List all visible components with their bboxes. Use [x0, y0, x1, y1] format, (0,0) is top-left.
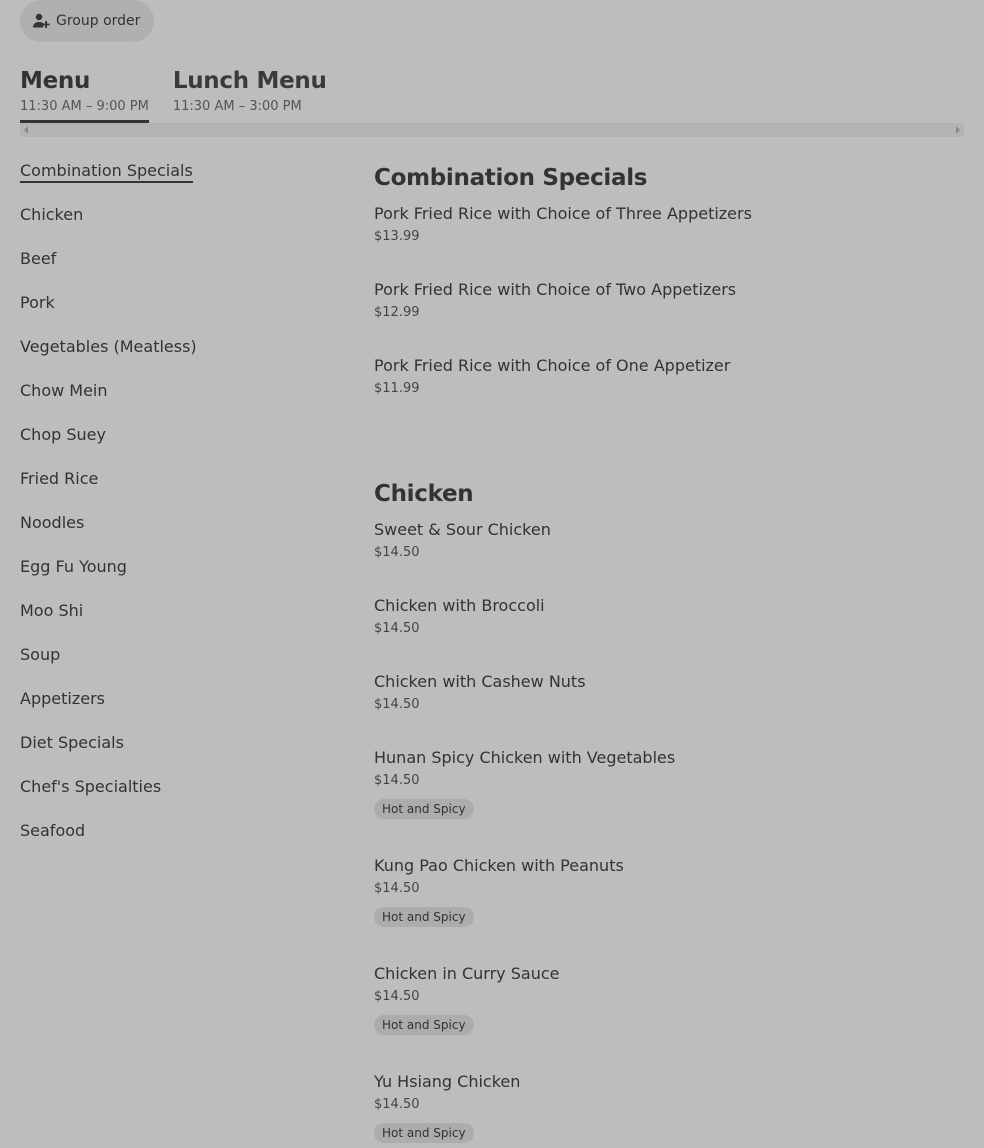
menu-content — [374, 162, 964, 1148]
sidebar-item-moo-shi[interactable]: Moo Shi — [20, 601, 84, 620]
item-price: $14.50 — [374, 697, 420, 712]
tabs-scrollbar[interactable] — [20, 123, 964, 137]
sidebar-item-chop-suey[interactable]: Chop Suey — [20, 425, 106, 444]
section-combination-specials — [374, 162, 964, 432]
hot-and-spicy-badge: Hot and Spicy — [374, 907, 474, 927]
item-price: $12.99 — [374, 305, 420, 320]
person-add-icon — [32, 12, 50, 30]
tab-hours: 11:30 AM – 3:00 PM — [172, 99, 302, 114]
tab-hours: 11:30 AM – 9:00 PM — [20, 99, 149, 114]
tab-menu[interactable] — [20, 66, 149, 124]
sidebar-item-fried-rice[interactable]: Fried Rice — [20, 469, 99, 488]
tab-lunch-menu[interactable] — [173, 66, 327, 124]
scroll-right-icon[interactable] — [956, 126, 960, 134]
menu-item[interactable] — [374, 204, 964, 280]
item-name: Hunan Spicy Chicken with Vegetables — [374, 748, 676, 767]
sidebar-item-pork[interactable]: Pork — [20, 293, 55, 312]
sidebar-item-chefs-specialties[interactable]: Chef's Specialties — [20, 777, 162, 796]
item-price: $14.50 — [374, 621, 420, 636]
tab-title: Menu — [20, 68, 91, 94]
sidebar-item-vegetables[interactable]: Vegetables (Meatless) — [20, 337, 197, 356]
group-order-button[interactable] — [20, 0, 154, 42]
item-price: $14.50 — [374, 989, 420, 1004]
section-chicken — [374, 478, 964, 1148]
scroll-left-icon[interactable] — [24, 126, 28, 134]
item-name: Sweet & Sour Chicken — [374, 520, 551, 539]
item-price: $14.50 — [374, 545, 420, 560]
sidebar-item-noodles[interactable]: Noodles — [20, 513, 85, 532]
menu-item[interactable] — [374, 856, 964, 964]
item-name: Chicken with Broccoli — [374, 596, 545, 615]
item-name: Pork Fried Rice with Choice of Three Appetizers — [374, 204, 752, 223]
item-price: $14.50 — [374, 1097, 420, 1112]
sidebar-item-egg-fu-young[interactable]: Egg Fu Young — [20, 557, 127, 576]
section-title: Combination Specials — [374, 165, 648, 191]
menu-item[interactable] — [374, 280, 964, 356]
tab-title: Lunch Menu — [172, 68, 327, 94]
hot-and-spicy-badge: Hot and Spicy — [374, 1015, 474, 1035]
menu-item[interactable] — [374, 520, 964, 596]
menu-item[interactable] — [374, 964, 964, 1072]
menu-tabs — [20, 66, 351, 124]
item-name: Chicken with Cashew Nuts — [374, 672, 586, 691]
item-name: Chicken in Curry Sauce — [374, 964, 560, 983]
item-name: Kung Pao Chicken with Peanuts — [374, 856, 624, 875]
item-price: $14.50 — [374, 773, 420, 788]
menu-item[interactable] — [374, 748, 964, 856]
sidebar-item-chicken[interactable]: Chicken — [20, 205, 84, 224]
sidebar-item-combination-specials[interactable]: Combination Specials — [20, 160, 340, 204]
item-name: Pork Fried Rice with Choice of One Appetizer — [374, 356, 731, 375]
menu-item[interactable] — [374, 596, 964, 672]
item-price: $11.99 — [374, 381, 420, 396]
group-order-label: Group order — [56, 13, 141, 29]
item-price: $14.50 — [374, 881, 420, 896]
menu-item[interactable] — [374, 1072, 964, 1148]
sidebar-item-soup[interactable]: Soup — [20, 645, 61, 664]
item-name: Pork Fried Rice with Choice of Two Appetizers — [374, 280, 737, 299]
menu-item[interactable] — [374, 356, 964, 432]
sidebar-item-beef[interactable]: Beef — [20, 249, 57, 268]
category-sidebar — [20, 160, 340, 864]
item-price: $13.99 — [374, 229, 420, 244]
sidebar-item-seafood[interactable]: Seafood — [20, 821, 86, 840]
section-title: Chicken — [374, 481, 474, 507]
menu-item[interactable] — [374, 672, 964, 748]
item-name: Yu Hsiang Chicken — [374, 1072, 521, 1091]
sidebar-item-appetizers[interactable]: Appetizers — [20, 689, 105, 708]
sidebar-item-chow-mein[interactable]: Chow Mein — [20, 381, 108, 400]
hot-and-spicy-badge: Hot and Spicy — [374, 799, 474, 819]
hot-and-spicy-badge: Hot and Spicy — [374, 1123, 474, 1143]
sidebar-item-diet-specials[interactable]: Diet Specials — [20, 733, 124, 752]
